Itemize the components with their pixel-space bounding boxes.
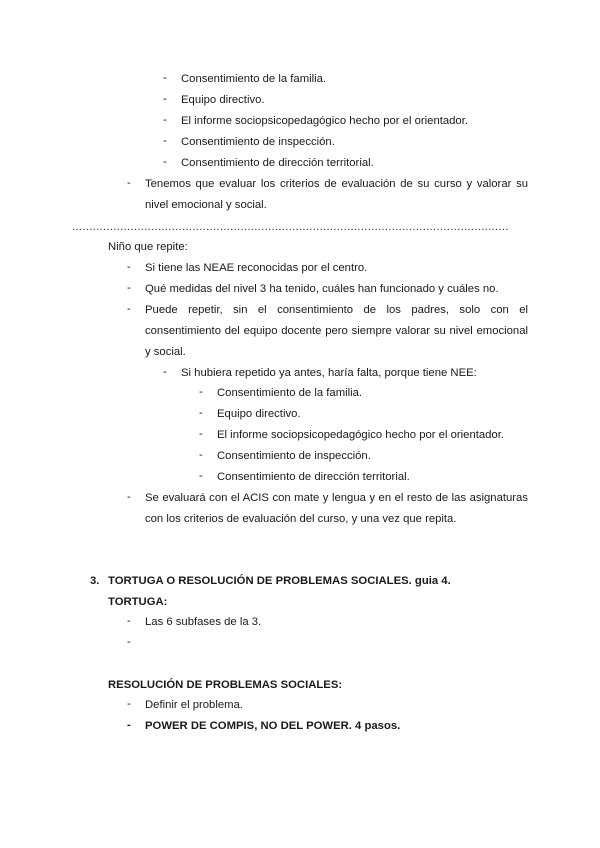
list-item: Consentimiento de la familia. (181, 73, 327, 85)
list-item: Las 6 subfases de la 3. (145, 616, 262, 628)
list-dash: - (163, 156, 167, 168)
repeat-paragraph: Puede repetir, sin el consentimiento de los padres, solo con el consentimiento del equipo docente pero siempre valorar su nivel emocional y social. (145, 304, 528, 358)
list-dash: - (199, 449, 203, 461)
list-dash: - (163, 114, 167, 126)
list-item: El informe sociopsicopedagógico hecho por el orientador. (217, 429, 504, 441)
list-item-bold: POWER DE COMPIS, NO DEL POWER. 4 pasos. (145, 720, 401, 732)
list-dash: - (163, 72, 167, 84)
list-dash: - (127, 719, 131, 731)
list-dash: - (199, 386, 203, 398)
section-title: TORTUGA O RESOLUCIÓN DE PROBLEMAS SOCIALES. guia 4. (108, 575, 451, 587)
tortuga-heading: TORTUGA: (108, 596, 168, 608)
rps-heading: RESOLUCIÓN DE PROBLEMAS SOCIALES: (108, 679, 343, 691)
list-dash: - (163, 135, 167, 147)
list-item: Consentimiento de dirección territorial. (181, 157, 374, 169)
evaluate-paragraph: Tenemos que evaluar los criterios de evaluación de su curso y valorar su nivel emocional y social. (145, 178, 528, 211)
repeater-heading: Niño que repite: (108, 241, 188, 253)
list-item: Equipo directivo. (217, 408, 301, 420)
list-dash: - (127, 261, 131, 273)
list-dash: - (127, 615, 131, 627)
list-item: El informe sociopsicopedagógico hecho por el orientador. (181, 115, 468, 127)
list-item: Si hubiera repetido ya antes, haría falta, porque tiene NEE: (181, 367, 477, 379)
list-dash: - (127, 636, 131, 648)
list-dash: - (163, 366, 167, 378)
list-item: Si tiene las NEAE reconocidas por el centro. (145, 262, 368, 274)
list-dash: - (199, 470, 203, 482)
list-dash: - (127, 282, 131, 294)
list-dash: - (127, 303, 131, 315)
list-dash: - (127, 177, 131, 189)
list-dash: - (199, 428, 203, 440)
list-dash: - (199, 407, 203, 419)
list-item: Consentimiento de inspección. (217, 450, 371, 462)
list-item: Consentimiento de inspección. (181, 136, 335, 148)
list-item: Consentimiento de la familia. (217, 387, 363, 399)
list-dash: - (163, 93, 167, 105)
section-number: 3. (90, 575, 100, 587)
dotted-separator: ............................................................................................................................... (72, 221, 509, 233)
acis-paragraph: Se evaluará con el ACIS con mate y lengua y en el resto de las asignaturas con los criterios de evaluación del curso, y una vez que repita. (145, 492, 528, 525)
list-item: Consentimiento de dirección territorial. (217, 471, 410, 483)
list-dash: - (127, 491, 131, 503)
list-item: Qué medidas del nivel 3 ha tenido, cuáles han funcionado y cuáles no. (145, 283, 499, 295)
list-item: Definir el problema. (145, 699, 243, 711)
list-dash: - (127, 698, 131, 710)
list-item: Equipo directivo. (181, 94, 265, 106)
